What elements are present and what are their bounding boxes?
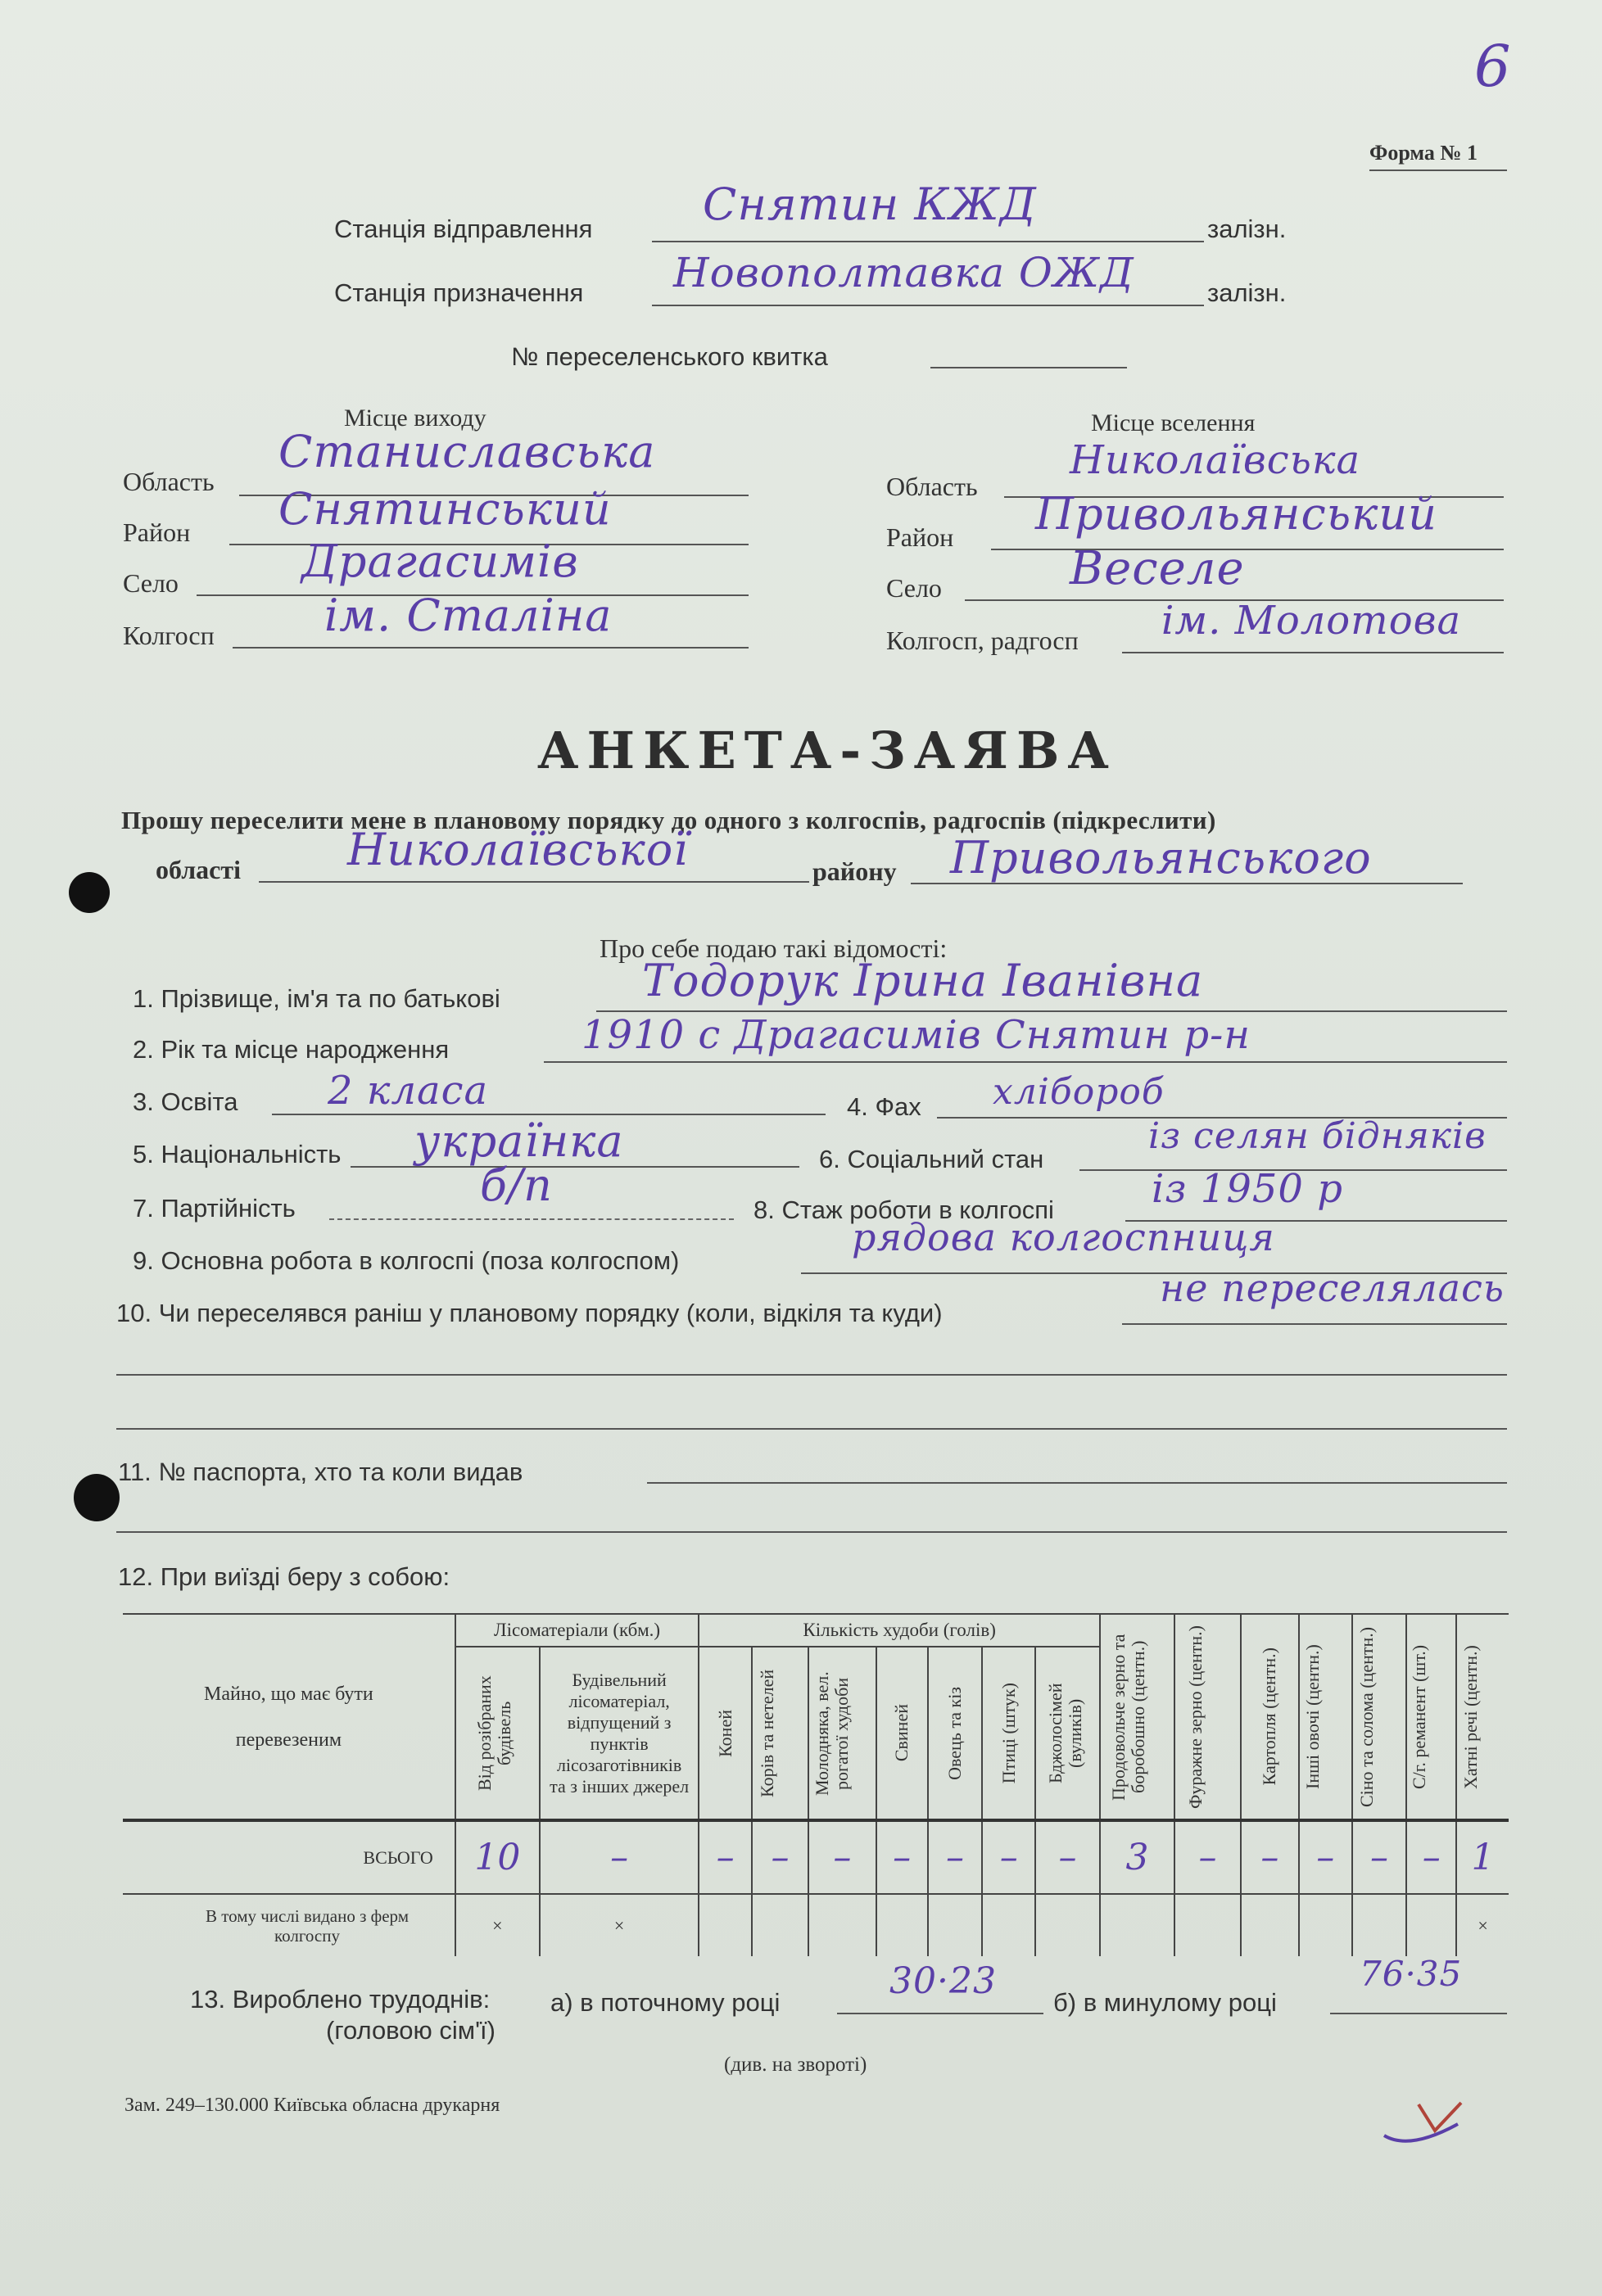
- origin-kolhosp-value: ім. Сталіна: [324, 590, 613, 641]
- intro-text: Про себе подаю такі відомості:: [600, 933, 948, 963]
- field-5-label: 5. Національність: [133, 1140, 342, 1168]
- property-header: Майно, що має бути перевезеним: [123, 1614, 455, 1820]
- destination-rayon-label: Район: [886, 522, 954, 552]
- col-header: Овець та кіз: [928, 1647, 983, 1820]
- punch-hole: [69, 872, 110, 913]
- page-number-mark: 6: [1474, 33, 1512, 100]
- field-6-label: 6. Соціальний стан: [819, 1145, 1044, 1173]
- table-cell: 10: [455, 1820, 540, 1894]
- col-header: Будівельний лісоматеріал, відпущений з пунктів лісозаготівників та з інших джерел: [540, 1647, 699, 1820]
- destination-rayon-value: Привольянський: [1035, 488, 1437, 540]
- field-10-label: 10. Чи переселявся раніш у плановому порядку (коли, відкіля та куди): [116, 1299, 943, 1327]
- col-header: Свиней: [876, 1647, 928, 1820]
- col-header: С/г. реманент (шт.): [1406, 1614, 1456, 1820]
- table-cell: [1100, 1894, 1174, 1956]
- field-7-value: б/п: [480, 1159, 553, 1211]
- table-cell: –: [1035, 1820, 1100, 1894]
- field-2-value: 1910 с Драгасимів Снятин р-н: [582, 1012, 1251, 1058]
- field-4-value: хлібороб: [993, 1071, 1165, 1113]
- table-cell: [1241, 1894, 1299, 1956]
- railway-suffix: залізн.: [1207, 278, 1287, 307]
- railway-suffix: залізн.: [1207, 215, 1287, 243]
- origin-heading: Місце виходу: [344, 405, 486, 432]
- field-5-value: українка: [414, 1115, 624, 1167]
- table-cell: [928, 1894, 983, 1956]
- col-header: Картопля (центн.): [1241, 1614, 1299, 1820]
- col-header: Корів та нетелей: [752, 1647, 808, 1820]
- col-header: Молодняка, вел. рогатої худоби: [808, 1647, 876, 1820]
- table-cell: [1174, 1894, 1241, 1956]
- field-1-value: Тодорук Ірина Іванівна: [642, 955, 1204, 1006]
- ticket-label: № переселенського квитка: [511, 342, 828, 371]
- request-rayon-value: Привольянського: [950, 832, 1372, 884]
- printer-imprint: Зам. 249–130.000 Київська обласна друкарня: [124, 2095, 500, 2116]
- col-header: Птиці (штук): [982, 1647, 1035, 1820]
- table-row-farm: [123, 1894, 1509, 1956]
- destination-station-label: Станція призначення: [334, 278, 584, 307]
- table-cell: –: [1406, 1820, 1456, 1894]
- origin-oblast-value: Станиславська: [278, 426, 656, 477]
- table-cell: –: [808, 1820, 876, 1894]
- field-1-label: 1. Прізвище, ім'я та по батькові: [133, 984, 500, 1013]
- field-11-label: 11. № паспорта, хто та коли видав: [118, 1458, 523, 1486]
- departure-station-label: Станція відправлення: [334, 215, 593, 243]
- col-header: Продовольче зерно та боробошно (центн.): [1100, 1614, 1174, 1820]
- row-farm-label: В тому числі видано з ферм колгоспу: [123, 1894, 455, 1956]
- table-cell: –: [1352, 1820, 1407, 1894]
- request-rayon-label: району: [812, 856, 897, 886]
- destination-kolhosp-label: Колгосп, радгосп: [886, 626, 1079, 655]
- table-cell: –: [876, 1820, 928, 1894]
- table-cell: –: [1299, 1820, 1352, 1894]
- workdays-current-label: а) в поточному році: [550, 1988, 781, 2017]
- col-header: Інші овочі (центн.): [1299, 1614, 1352, 1820]
- table-cell: [876, 1894, 928, 1956]
- table-cell: [982, 1894, 1035, 1956]
- destination-kolhosp-value: ім. Молотова: [1161, 598, 1462, 644]
- origin-rayon-value: Снятинський: [278, 483, 612, 535]
- see-back-note: (див. на звороті): [724, 2054, 867, 2076]
- table-cell: [1406, 1894, 1456, 1956]
- table-cell: ×: [455, 1894, 540, 1956]
- col-header: Коней: [699, 1647, 752, 1820]
- col-header: Сіно та солома (центн.): [1352, 1614, 1407, 1820]
- destination-selo-label: Село: [886, 573, 942, 603]
- table-cell: –: [699, 1820, 752, 1894]
- field-9-value: рядова колгоспниця: [852, 1215, 1275, 1259]
- field-3-value: 2 класа: [328, 1068, 489, 1114]
- field-2-label: 2. Рік та місце народження: [133, 1035, 450, 1064]
- field-3-label: 3. Освіта: [133, 1087, 238, 1116]
- table-cell: [1352, 1894, 1407, 1956]
- table-cell: –: [928, 1820, 983, 1894]
- col-header: Бджолосімей (вуликів): [1035, 1647, 1100, 1820]
- request-oblast-label: області: [156, 855, 241, 884]
- destination-selo-value: Веселе: [1070, 542, 1245, 595]
- destination-oblast-label: Область: [886, 472, 978, 501]
- origin-oblast-label: Область: [123, 467, 215, 496]
- field-4-label: 4. Фах: [847, 1092, 921, 1121]
- check-mark-icon: [1376, 2088, 1474, 2154]
- request-text: Прошу переселити мене в плановому порядку до одного з колгоспів, радгоспів (підкреслити): [121, 806, 1216, 834]
- col-header: Фуражне зерно (центн.): [1174, 1614, 1241, 1820]
- col-header: Від розібраних будівель: [455, 1647, 540, 1820]
- table-cell: [1299, 1894, 1352, 1956]
- table-cell: ×: [1456, 1894, 1509, 1956]
- origin-kolhosp-label: Колгосп: [123, 621, 215, 650]
- field-9-label: 9. Основна робота в колгоспі (поза колгоспом): [133, 1246, 680, 1275]
- field-6-value: із селян бідняків: [1148, 1115, 1487, 1157]
- departure-station-value: Снятин КЖД: [703, 179, 1037, 230]
- table-cell: [1035, 1894, 1100, 1956]
- field-8-value: із 1950 р: [1152, 1166, 1343, 1212]
- origin-rayon-label: Район: [123, 518, 191, 547]
- table-cell: 1: [1456, 1820, 1509, 1894]
- table-cell: ×: [540, 1894, 699, 1956]
- table-cell: –: [1241, 1820, 1299, 1894]
- table-cell: –: [982, 1820, 1035, 1894]
- origin-selo-value: Драгасимів: [301, 536, 579, 587]
- workdays-label: 13. Вироблено трудоднів:: [190, 1985, 491, 2014]
- table-cell: [699, 1894, 752, 1956]
- table-row-total: [123, 1820, 1509, 1894]
- workdays-sub: (головою сім'ї): [326, 2016, 496, 2045]
- field-7-label: 7. Партійність: [133, 1194, 296, 1223]
- origin-selo-label: Село: [123, 568, 179, 598]
- col-header: Хатні речі (центн.): [1456, 1614, 1509, 1820]
- field-12-label: 12. При виїзді беру з собою:: [118, 1562, 450, 1591]
- workdays-current-value: 30·23: [889, 1960, 997, 2002]
- document-title: АНКЕТА-ЗАЯВА: [537, 721, 1117, 780]
- field-10-value: не переселялась: [1160, 1266, 1505, 1310]
- field-8-label: 8. Стаж роботи в колгоспі: [753, 1195, 1054, 1224]
- livestock-group-header: Кількість худоби (голів): [699, 1614, 1100, 1647]
- timber-group-header: Лісоматеріали (кбм.): [455, 1614, 699, 1647]
- destination-station-value: Новополтавка ОЖД: [673, 249, 1134, 296]
- table-cell: 3: [1100, 1820, 1174, 1894]
- workdays-previous-label: б) в минулому році: [1053, 1988, 1277, 2017]
- request-oblast-value: Николаївської: [347, 824, 689, 875]
- form-number: Форма № 1: [1369, 141, 1478, 165]
- destination-oblast-value: Николаївська: [1070, 437, 1361, 483]
- row-total-label: ВСЬОГО: [123, 1820, 455, 1894]
- punch-hole: [74, 1474, 120, 1521]
- items-table: [123, 1613, 1509, 1956]
- table-cell: –: [752, 1820, 808, 1894]
- workdays-previous-value: 76·35: [1360, 1954, 1463, 1994]
- table-cell: [752, 1894, 808, 1956]
- table-cell: –: [1174, 1820, 1241, 1894]
- table-cell: [808, 1894, 876, 1956]
- destination-heading: Місце вселення: [1091, 409, 1256, 436]
- table-cell: –: [540, 1820, 699, 1894]
